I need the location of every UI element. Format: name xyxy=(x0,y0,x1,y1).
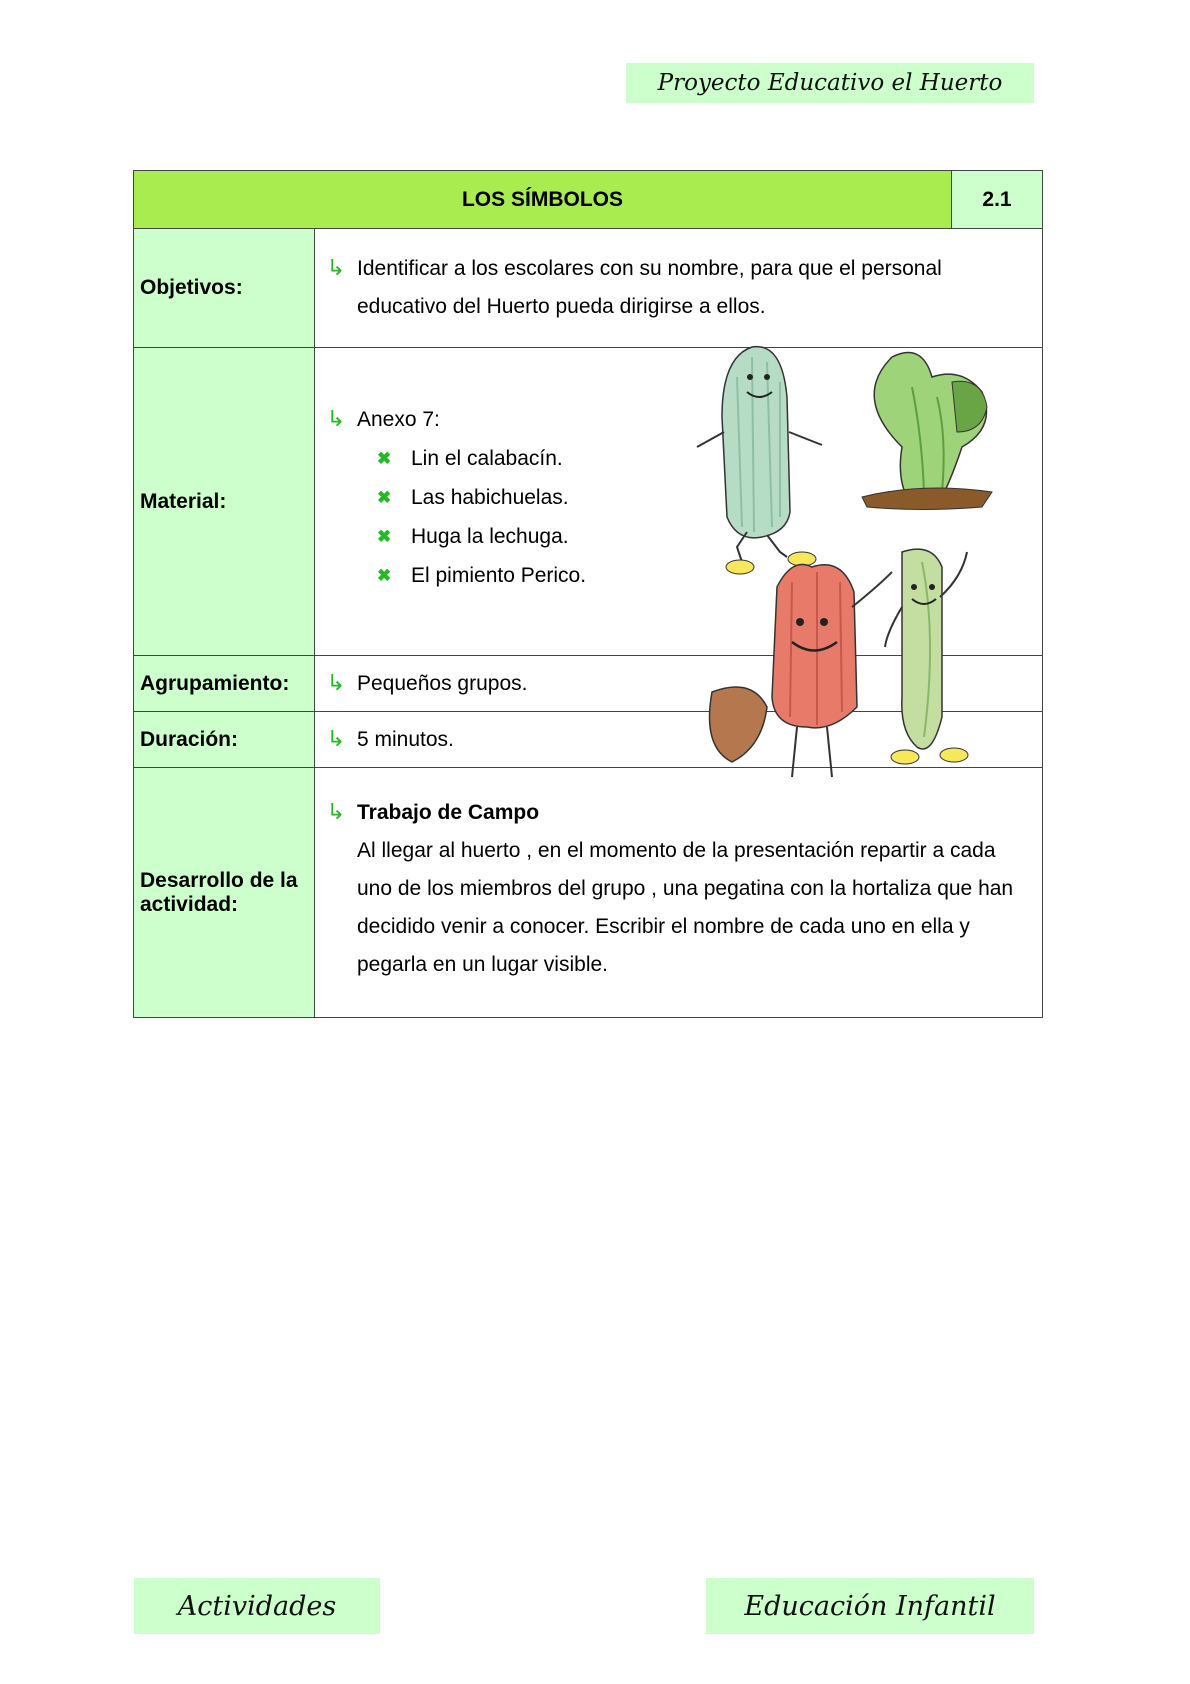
green-bean-character-icon xyxy=(885,549,968,764)
duracion-text: 5 minutos. xyxy=(357,727,454,751)
material-label: Material: xyxy=(134,348,315,656)
list-item: ✖ Lin el calabacín. xyxy=(377,446,563,470)
footer-left-label: Actividades xyxy=(177,1590,337,1622)
objetivos-row xyxy=(134,229,1043,348)
x-mark-icon: ✖ xyxy=(377,565,392,585)
footer-education xyxy=(706,1578,1034,1634)
objetivos-label: Objetivos: xyxy=(134,229,315,348)
duracion-label: Duración: xyxy=(134,712,315,768)
desarrollo-text: Al llegar al huerto , en el momento de la presentación repartir a cada uno de los miembros del grupo , una pegatina con la hortaliza que han decidido venir a conocer. Escribir el nombre de cada uno en ella y pegarla en un lugar visible. xyxy=(357,839,1014,976)
x-mark-icon: ✖ xyxy=(377,448,392,468)
x-mark-icon: ✖ xyxy=(377,487,392,507)
title-row xyxy=(134,171,1043,229)
activity-number: 2.1 xyxy=(952,171,1043,229)
project-header xyxy=(626,63,1034,103)
objetivos-text: Identificar a los escolares con su nombre, para que el personal educativo del Huerto pueda dirigirse a ellos. xyxy=(357,257,942,318)
hooked-arrow-icon: ↳ xyxy=(326,725,346,751)
hooked-arrow-icon: ↳ xyxy=(326,669,346,695)
footer-right-label: Educación Infantil xyxy=(744,1590,996,1622)
vegetable-characters-illustration xyxy=(692,337,1032,827)
desarrollo-label: Desarrollo de la actividad: xyxy=(134,768,315,1018)
hooked-arrow-icon: ↳ xyxy=(326,406,346,431)
lettuce-character-icon xyxy=(862,353,992,510)
agrupamiento-text: Pequeños grupos. xyxy=(357,671,528,695)
zucchini-character-icon xyxy=(697,347,822,574)
agrupamiento-label: Agrupamiento: xyxy=(134,656,315,712)
objetivos-content xyxy=(315,229,1043,348)
project-title: Proyecto Educativo el Huerto xyxy=(657,70,1003,96)
hooked-arrow-icon: ↳ xyxy=(326,799,346,824)
activity-title: LOS SÍMBOLOS xyxy=(134,171,952,229)
desarrollo-heading: Trabajo de Campo xyxy=(357,801,540,824)
footer-activities xyxy=(134,1578,380,1634)
list-item: ✖ El pimiento Perico. xyxy=(377,563,587,587)
list-item: ✖ Las habichuelas. xyxy=(377,485,569,509)
x-mark-icon: ✖ xyxy=(377,526,392,546)
pepper-character-icon xyxy=(710,565,893,778)
material-intro: Anexo 7: xyxy=(357,408,440,431)
list-item: ✖ Huga la lechuga. xyxy=(377,524,569,548)
hooked-arrow-icon: ↳ xyxy=(326,255,346,280)
